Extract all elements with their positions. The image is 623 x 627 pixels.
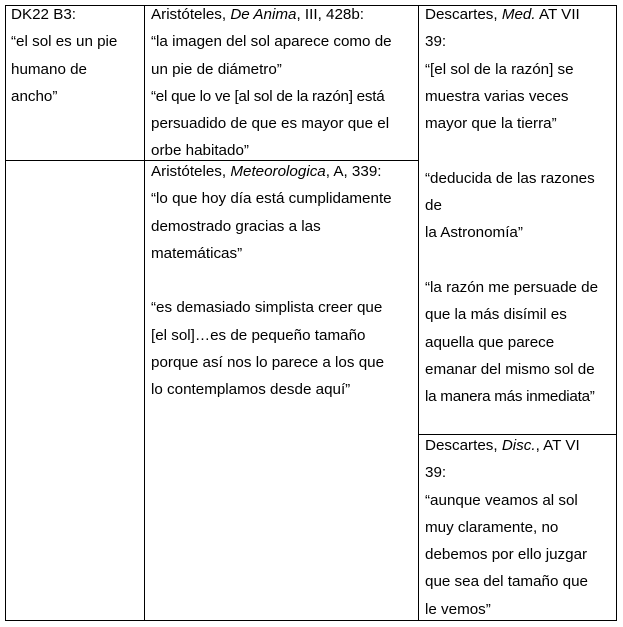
- quote-line: de: [425, 197, 442, 215]
- quote-line: emanar del mismo sol de: [425, 360, 595, 378]
- quote-line: le vemos”: [425, 600, 491, 618]
- quote-line: mayor que la tierra”: [425, 115, 557, 133]
- paragraph-gap: [425, 137, 616, 164]
- quote-line: matemáticas”: [151, 244, 243, 262]
- quote-line: “lo que hoy día está cumplidamente: [151, 190, 392, 208]
- quote-line: “el que lo ve [al sol de la razón] está: [151, 87, 385, 105]
- quote-line: muy claramente, no: [425, 518, 559, 536]
- citation-locator-line: 39:: [425, 464, 447, 482]
- column-divider-2: [418, 5, 419, 621]
- table-border-right: [616, 5, 617, 621]
- quote-line: “el sol es un pie: [11, 33, 118, 51]
- quote-line: “es demasiado simplista creer que: [151, 299, 383, 317]
- quote-line: la manera más inmediata”: [425, 388, 595, 406]
- quote-line: que la más disímil es: [425, 306, 567, 324]
- quote-line: persuadido de que es mayor que el: [151, 115, 390, 133]
- citation-discourse: [425, 432, 616, 459]
- column-divider-1: [144, 5, 145, 621]
- author-name: Aristóteles,: [151, 6, 231, 23]
- work-locator: , III, 428b:: [296, 6, 365, 23]
- cell-meditations: [425, 1, 616, 410]
- work-title: Meteorologica: [230, 163, 326, 180]
- cell-dk22: [11, 1, 143, 110]
- paragraph-gap: [151, 267, 417, 294]
- quote-line: ancho”: [11, 87, 58, 105]
- quote-line: “[el sol de la razón] se: [425, 60, 574, 78]
- work-locator: AT VII: [535, 6, 580, 23]
- quote-line: humano de: [11, 60, 87, 78]
- paragraph-gap: [425, 247, 616, 274]
- citation-de-anima: [151, 1, 417, 28]
- quote-line: “la imagen del sol aparece como de: [151, 33, 392, 51]
- work-locator: , AT VI: [535, 437, 580, 454]
- work-locator: , A, 339:: [325, 163, 382, 180]
- quote-line: orbe habitado”: [151, 142, 249, 160]
- cell-meteorologica: [151, 158, 417, 404]
- quote-line: “deducida de las razones: [425, 169, 595, 187]
- work-title: Med.: [501, 6, 536, 23]
- quote-line: porque así nos lo parece a los que: [151, 354, 385, 372]
- work-title: Disc.: [501, 437, 536, 454]
- quote-line: aquella que parece: [425, 333, 555, 351]
- quote-line: un pie de diámetro”: [151, 60, 282, 78]
- citation-meditations: [425, 1, 616, 28]
- work-title: De Anima: [230, 6, 297, 23]
- author-name: Descartes,: [425, 6, 502, 23]
- quote-line: “aunque veamos al sol: [425, 491, 578, 509]
- quote-line: la Astronomía”: [425, 224, 523, 242]
- quote-line: lo contemplamos desde aquí”: [151, 381, 351, 399]
- quote-line: [el sol]…es de pequeño tamaño: [151, 326, 366, 344]
- author-name: Aristóteles,: [151, 163, 231, 180]
- cell-de-anima: [151, 1, 417, 165]
- citation-dk22: DK22 B3:: [11, 6, 77, 23]
- quote-line: demostrado gracias a las: [151, 217, 321, 235]
- quote-line: debemos por ello juzgar: [425, 546, 588, 564]
- table-border-left: [5, 5, 6, 621]
- quote-line: que sea del tamaño que: [425, 573, 588, 591]
- quote-line: “la razón me persuade de: [425, 278, 599, 296]
- author-name: Descartes,: [425, 437, 502, 454]
- cell-discourse: [425, 432, 616, 623]
- citation-meteorologica: [151, 158, 417, 185]
- citation-locator-line: 39:: [425, 33, 447, 51]
- quote-line: muestra varias veces: [425, 87, 569, 105]
